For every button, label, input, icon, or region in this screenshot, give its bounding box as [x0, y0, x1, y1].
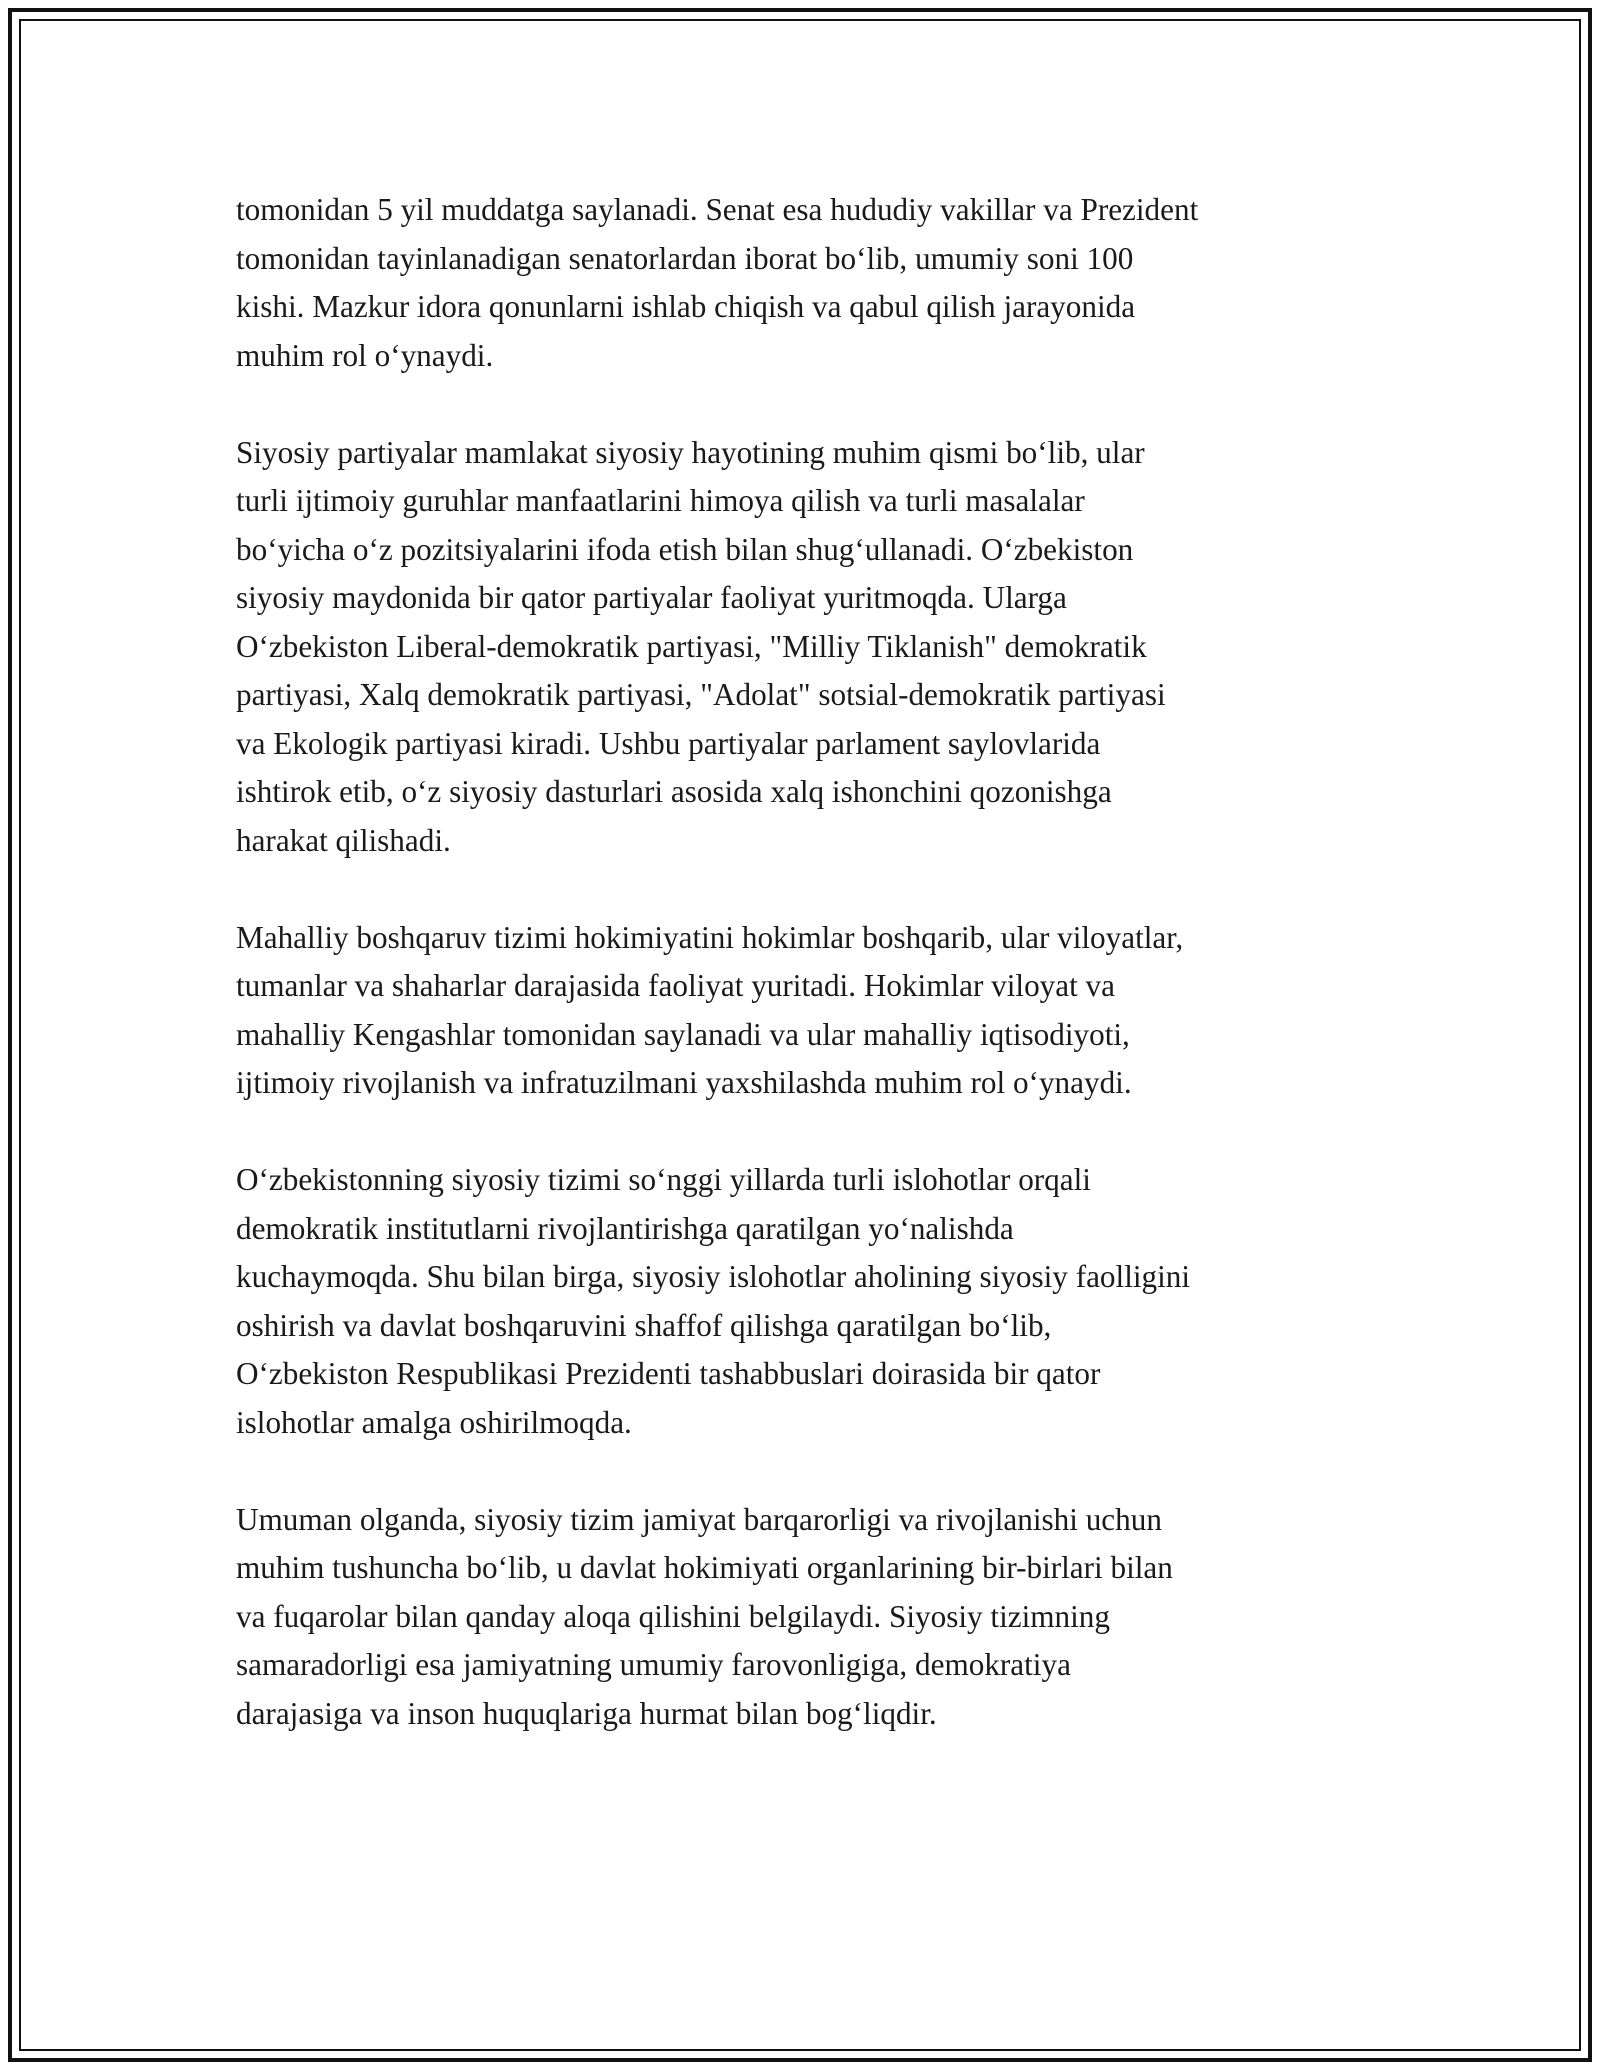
paragraph-reforms — [236, 1156, 1386, 1447]
text-line: samaradorligi esa jamiyatning umumiy farovonligiga, demokratiya — [236, 1647, 1071, 1682]
text-line: tomonidan tayinlanadigan senatorlardan iborat bo‘lib, umumiy soni 100 — [236, 240, 1134, 276]
text-line: O‘zbekiston Liberal-demokratik partiyasi, "Milliy Tiklanish" demokratik — [236, 628, 1147, 664]
text-line: islohotlar amalga oshirilmoqda. — [236, 1404, 632, 1440]
text-line: Mahalliy boshqaruv tizimi hokimiyatini hokimlar boshqarib, ular viloyatlar, — [236, 919, 1184, 955]
paragraph-political-parties — [236, 429, 1386, 866]
text-line: turli ijtimoiy guruhlar manfaatlarini himoya qilish va turli masalalar — [236, 483, 1085, 518]
text-line: kishi. Mazkur idora qonunlarni ishlab chiqish va qabul qilish jarayonida — [236, 289, 1136, 324]
text-line: va Ekologik partiyasi kiradi. Ushbu partiyalar parlament saylovlarida — [236, 725, 1101, 761]
text-line: ijtimoiy rivojlanish va infratuzilmani yaxshilashda muhim rol o‘ynaydi. — [236, 1065, 1132, 1100]
text-line: ishtirok etib, o‘z siyosiy dasturlari asosida xalq ishonchini qozonishga — [236, 774, 1112, 809]
text-line: muhim tushuncha bo‘lib, u davlat hokimiyati organlarining bir-birlari bilan — [236, 1550, 1173, 1585]
paragraph-conclusion — [236, 1496, 1386, 1739]
paragraph-senate — [236, 186, 1386, 380]
text-line: darajasiga va inson huquqlariga hurmat bilan bog‘liqdir. — [236, 1695, 937, 1731]
text-line: muhim rol o‘ynaydi. — [236, 337, 494, 373]
text-line: O‘zbekiston Respublikasi Prezidenti tashabbuslari doirasida bir qator — [236, 1356, 1101, 1391]
text-line: Siyosiy partiyalar mamlakat siyosiy hayotining muhim qismi bo‘lib, ular — [236, 434, 1145, 470]
text-line: va fuqarolar bilan qanday aloqa qilishini belgilaydi. Siyosiy tizimning — [236, 1598, 1110, 1634]
text-line: harakat qilishadi. — [236, 822, 451, 858]
paragraph-local-government — [236, 914, 1386, 1108]
text-line: bo‘yicha o‘z pozitsiyalarini ifoda etish bilan shug‘ullanadi. O‘zbekiston — [236, 531, 1134, 567]
text-line: tumanlar va shaharlar darajasida faoliyat yuritadi. Hokimlar viloyat va — [236, 968, 1115, 1003]
text-line: Umuman olganda, siyosiy tizim jamiyat barqarorligi va rivojlanishi uchun — [236, 1501, 1162, 1537]
text-line: O‘zbekistonning siyosiy tizimi so‘nggi yillarda turli islohotlar orqali — [236, 1162, 1091, 1197]
text-line: siyosiy maydonida bir qator partiyalar faoliyat yuritmoqda. Ularga — [236, 580, 1067, 615]
text-line: demokratik institutlarni rivojlantirishga qaratilgan yo‘nalishda — [236, 1210, 1014, 1246]
text-line: tomonidan 5 yil muddatga saylanadi. Senat esa hududiy vakillar va Prezident — [236, 192, 1199, 227]
text-line: oshirish va davlat boshqaruvini shaffof qilishga qaratilgan bo‘lib, — [236, 1307, 1052, 1343]
text-line: kuchaymoqda. Shu bilan birga, siyosiy islohotlar aholining siyosiy faolligini — [236, 1259, 1191, 1294]
text-line: mahalliy Kengashlar tomonidan saylanadi va ular mahalliy iqtisodiyoti, — [236, 1016, 1130, 1052]
document-body — [236, 186, 1386, 1787]
text-line: partiyasi, Xalq demokratik partiyasi, "Adolat" sotsial-demokratik partiyasi — [236, 677, 1166, 712]
